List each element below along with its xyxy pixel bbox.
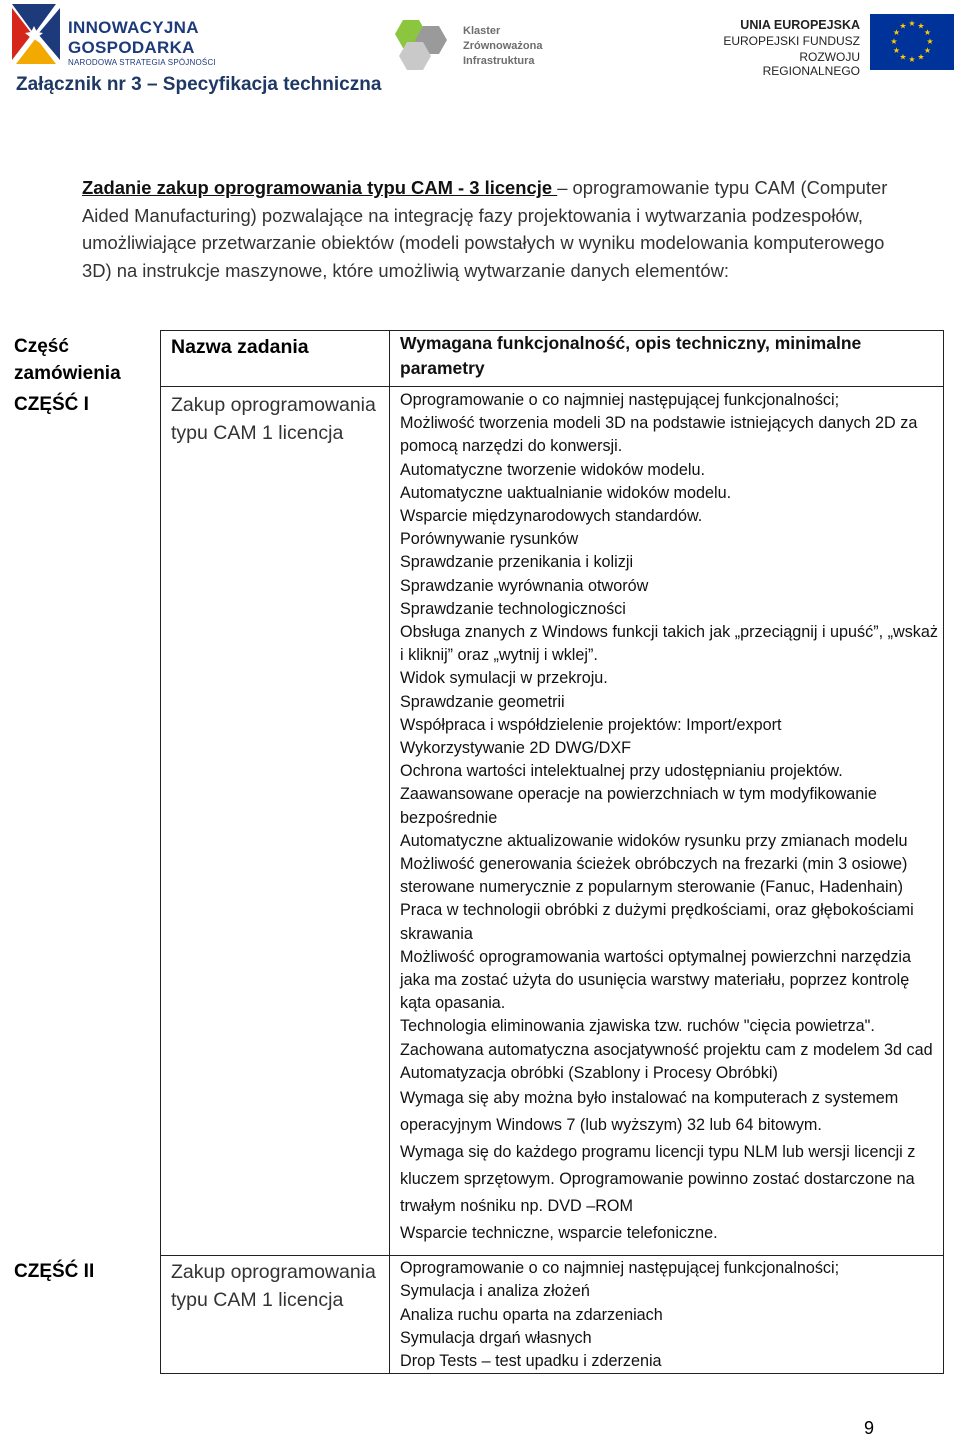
table-row (3, 387, 944, 1256)
eu-line1: UNIA EUROPEJSKA (740, 18, 860, 32)
header-part-label: Część zamówienia (14, 335, 121, 384)
list-item: Drop Tests – test upadku i zderzenia (400, 1351, 662, 1370)
list-item: Wykorzystywanie 2D DWG/DXF (400, 739, 632, 758)
list-item: Symulacja i analiza złożeń (400, 1282, 590, 1301)
list-item: Automatyczne uaktualnianie widoków modelu. (400, 483, 732, 502)
table-header-row (3, 331, 944, 387)
document-title: Załącznik nr 3 – Specyfikacja techniczna (16, 74, 382, 95)
header-task (161, 331, 390, 387)
klaster-line1: Klaster (463, 25, 501, 37)
list-item: Wymaga się aby można było instalować na komputerach z systemem operacyjnym Windows 7 (lub wyższym) 32 lub 64 bitowym. (400, 1089, 899, 1135)
list-item: Widok symulacji w przekroju. (400, 669, 608, 688)
row1-task-label: Zakup oprogramowania typu CAM 1 licencja (171, 394, 376, 444)
eu-fund-logo (714, 14, 954, 78)
row1-part (3, 387, 161, 1256)
svg-text:★: ★ (899, 21, 907, 31)
row2-requirements (390, 1256, 944, 1374)
row2-part (3, 1256, 161, 1374)
list-item: Wsparcie techniczne, wsparcie telefoniczne. (400, 1224, 718, 1243)
intro-task-heading: Zadanie zakup oprogramowania typu CAM - 3 licencje (82, 177, 558, 198)
svg-text:★: ★ (890, 37, 898, 46)
row2-part-label: CZĘŚĆ II (14, 1260, 95, 1282)
ig-line3: NARODOWA STRATEGIA SPÓJNOŚCI (68, 58, 216, 67)
svg-text:★: ★ (899, 52, 907, 62)
page-header (0, 0, 960, 110)
specification-table (3, 330, 944, 1374)
eu-line3: ROZWOJU REGIONALNEGO (762, 50, 860, 78)
list-item: Sprawdzanie przenikania i kolizji (400, 553, 634, 572)
row2-task-label: Zakup oprogramowania typu CAM 1 licencja (171, 1261, 376, 1312)
ig-flag-icon (12, 4, 60, 64)
list-item: Automatyzacja obróbki (Szablony i Procesy Obróbki) (400, 1063, 778, 1082)
header-task-label: Nazwa zadania (171, 336, 309, 358)
header-requirements-label: Wymagana funkcjonalność, opis techniczny, minimalne parametry (400, 333, 862, 378)
svg-text:★: ★ (917, 21, 925, 31)
table-row (3, 1256, 944, 1374)
list-item: Automatyczne tworzenie widoków modelu. (400, 460, 706, 479)
list-item: Oprogramowanie o co najmniej następującej funkcjonalności; (400, 391, 840, 409)
ig-line1: INNOWACYJNA (68, 18, 199, 37)
list-item: Sprawdzanie technologiczności (400, 599, 626, 618)
list-item: Symulacja drgań własnych (400, 1328, 592, 1347)
svg-text:★: ★ (892, 28, 901, 37)
list-item: Porównywanie rysunków (400, 530, 579, 549)
row2-task (161, 1256, 390, 1374)
svg-text:★: ★ (923, 46, 932, 55)
svg-text:★: ★ (908, 55, 916, 64)
svg-text:★: ★ (917, 52, 925, 62)
list-item: Możliwość generowania ścieżek obróbczych na frezarki (min 3 osiowe) sterowane numerycznie z popularnym sterowanie (Fanuc, Hadenhain) (400, 855, 908, 897)
eu-line2: EUROPEJSKI FUNDUSZ (723, 34, 860, 48)
hexagon-cluster-icon (393, 16, 457, 72)
list-item: Oprogramowanie o co najmniej następującej funkcjonalności; (400, 1259, 840, 1278)
intro-paragraph (82, 174, 902, 284)
page-number: 9 (864, 1418, 875, 1438)
ig-line2: GOSPODARKA (68, 38, 195, 57)
row1-part-label: CZĘŚĆ I (14, 393, 89, 415)
list-item: Automatyczne aktualizowanie widoków rysunku przy zmianach modelu (400, 831, 908, 850)
list-item: Zachowana automatyczna asocjatywność projektu cam z modelem 3d cad (400, 1040, 933, 1059)
list-item: Obsługa znanych z Windows funkcji takich jak „przeciągnij i upuść”, „wskaż i kliknij” oraz „wytnij i wklej”. (400, 623, 938, 665)
klaster-line2: Zrównoważona (463, 40, 543, 52)
list-item: Wsparcie międzynarodowych standardów. (400, 507, 703, 526)
list-item: Praca w technologii obróbki z dużymi prędkościami, oraz głębokościami skrawania (400, 901, 914, 943)
svg-text:★: ★ (923, 28, 932, 37)
row1-task (161, 387, 390, 1256)
svg-text:★: ★ (908, 19, 916, 28)
list-item: Współpraca i współdzielenie projektów: Import/export (400, 715, 782, 734)
list-item: Możliwość tworzenia modeli 3D na podstawie istniejących danych 2D za pomocą narzędzi do konwersji. (400, 414, 918, 456)
list-item: Wymaga się do każdego programu licencji typu NLM lub wersji licencji z kluczem sprzętowym. Oprogramowanie powinno zostać dostarczone na trwałym nośniku np. DVD –ROM (400, 1143, 916, 1216)
list-item: Ochrona wartości intelektualnej przy udostępnianiu projektów. (400, 762, 843, 781)
svg-text:★: ★ (892, 46, 901, 55)
list-item: Zaawansowane operacje na powierzchniach w tym modyfikowanie bezpośrednie (400, 785, 877, 827)
list-item: Sprawdzanie geometrii (400, 692, 565, 711)
row1-requirements (390, 387, 944, 1256)
klaster-line3: Infrastruktura (463, 55, 535, 67)
list-item: Technologia eliminowania zjawiska tzw. ruchów "cięcia powietrza". (400, 1017, 875, 1036)
header-part (3, 331, 161, 387)
list-item: Sprawdzanie wyrównania otworów (400, 576, 649, 595)
klaster-logo (393, 16, 553, 72)
list-item: Analiza ruchu oparta na zdarzeniach (400, 1305, 663, 1324)
eu-flag-icon (870, 14, 954, 70)
header-requirements (390, 331, 944, 387)
svg-text:★: ★ (926, 37, 934, 46)
intro-description: – oprogramowanie typu CAM (Computer Aided Manufacturing) pozwalające na integrację fazy projektowania i wytwarzania podzespołów, umożliwiające przetwarzanie obiektów (modeli powstałych w wyniku modelowania komputerowego 3D) na instrukcje maszynowe, które umożliwią wytwarzanie danych elementów: (82, 177, 888, 281)
list-item: Możliwość oprogramowania wartości optymalnej powierzchni narzędzia jaka ma zostać użyta do usunięcia warstwy materiału, poprzez kontrolę kąta opasania. (400, 947, 912, 1013)
innowacyjna-gospodarka-logo (12, 4, 242, 68)
